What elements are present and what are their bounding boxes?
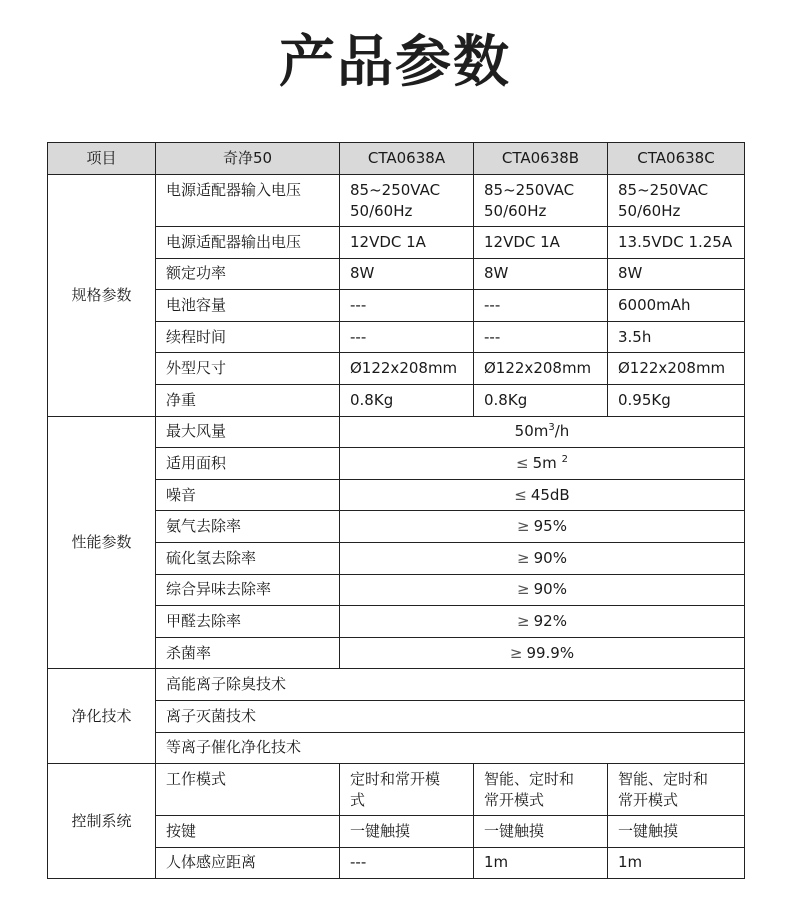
cell-line: 50/60Hz — [618, 202, 681, 220]
row-label: 外型尺寸 — [156, 353, 340, 385]
cell-value-merged — [340, 606, 745, 638]
row-label: 净重 — [156, 384, 340, 416]
table-row — [48, 669, 745, 701]
cell-value: 8W — [474, 258, 608, 290]
comparison-symbol: ≥ — [517, 548, 530, 567]
cell-value: 0.8Kg — [340, 384, 474, 416]
cell-line: 85~250VAC — [618, 181, 709, 199]
row-label: 电源适配器输出电压 — [156, 227, 340, 259]
cell-value-merged — [340, 637, 745, 669]
header-model-b: CTA0638B — [474, 143, 608, 175]
value-text: 99.9% — [526, 643, 575, 662]
cell-value: 13.5VDC 1.25A — [608, 227, 745, 259]
row-label: 电池容量 — [156, 290, 340, 322]
row-label: 电源适配器输入电压 — [156, 175, 340, 227]
cell-line: 智能、定时和 — [484, 770, 575, 789]
comparison-symbol: ≥ — [517, 611, 530, 630]
comparison-symbol: ≥ — [517, 517, 530, 536]
value-text: 90% — [533, 580, 567, 599]
cell-value: 一键触摸 — [608, 816, 745, 848]
row-label: 工作模式 — [156, 764, 340, 816]
table-row — [48, 764, 745, 816]
value-suffix: /h — [554, 422, 570, 441]
cell-value: 3.5h — [608, 321, 745, 353]
cell-line: 85~250VAC — [484, 181, 575, 199]
cell-value: 一键触摸 — [474, 816, 608, 848]
table-header-row — [48, 143, 745, 175]
cell-line: 85~250VAC — [350, 181, 441, 199]
cell-value: 0.8Kg — [474, 384, 608, 416]
cell-value: 1m — [474, 847, 608, 879]
row-label: 适用面积 — [156, 448, 340, 480]
value-superscript: 3 — [548, 422, 555, 434]
group-label-control: 控制系统 — [48, 764, 156, 879]
cell-value: --- — [340, 290, 474, 322]
value-text: 45dB — [530, 485, 570, 504]
value-superscript: 2 — [561, 453, 568, 465]
row-label: 综合异味去除率 — [156, 574, 340, 606]
cell-value: 1m — [608, 847, 745, 879]
cell-value-merged — [340, 448, 745, 480]
cell-value: 8W — [340, 258, 474, 290]
comparison-symbol: ≥ — [517, 580, 530, 599]
value-text: 50m — [514, 422, 549, 441]
row-label: 噪音 — [156, 479, 340, 511]
header-model-a: CTA0638A — [340, 143, 474, 175]
row-label: 人体感应距离 — [156, 847, 340, 879]
cell-value — [340, 175, 474, 227]
group-label-purification: 净化技术 — [48, 669, 156, 764]
page-title: 产品参数 — [279, 30, 511, 95]
cell-value: Ø122x208mm — [608, 353, 745, 385]
value-text: 5m — [532, 453, 562, 472]
row-label: 按键 — [156, 816, 340, 848]
cell-line: 式 — [350, 791, 366, 810]
cell-value: --- — [340, 847, 474, 879]
table-row — [48, 175, 745, 227]
header-model-c: CTA0638C — [608, 143, 745, 175]
cell-value: Ø122x208mm — [474, 353, 608, 385]
row-label: 额定功率 — [156, 258, 340, 290]
cell-value-merged — [340, 542, 745, 574]
comparison-symbol: ≥ — [509, 643, 523, 662]
cell-line: 智能、定时和 — [618, 770, 709, 789]
cell-value: --- — [474, 290, 608, 322]
cell-value: 一键触摸 — [340, 816, 474, 848]
cell-value: --- — [474, 321, 608, 353]
row-label: 甲醛去除率 — [156, 606, 340, 638]
cell-line: 50/60Hz — [350, 202, 413, 220]
cell-line: 常开模式 — [618, 791, 679, 810]
cell-value: Ø122x208mm — [340, 353, 474, 385]
cell-value — [340, 764, 474, 816]
tech-item: 离子灭菌技术 — [156, 700, 745, 732]
value-text: 92% — [533, 611, 567, 630]
cell-value: 12VDC 1A — [474, 227, 608, 259]
cell-line: 定时和常开模 — [350, 770, 441, 789]
cell-value: 12VDC 1A — [340, 227, 474, 259]
header-item: 项目 — [48, 143, 156, 175]
group-label-performance: 性能参数 — [48, 416, 156, 669]
cell-value: 0.95Kg — [608, 384, 745, 416]
product-spec-table — [47, 142, 745, 879]
cell-value — [608, 764, 745, 816]
cell-value — [608, 175, 745, 227]
cell-value: 6000mAh — [608, 290, 745, 322]
cell-value: --- — [340, 321, 474, 353]
cell-value — [474, 764, 608, 816]
tech-item: 高能离子除臭技术 — [156, 669, 745, 701]
value-text: 90% — [533, 548, 567, 567]
cell-value-merged — [340, 574, 745, 606]
row-label: 续程时间 — [156, 321, 340, 353]
table-row — [48, 416, 745, 448]
cell-value: 8W — [608, 258, 745, 290]
value-text: 95% — [533, 517, 567, 536]
cell-value-merged — [340, 416, 745, 448]
group-label-spec: 规格参数 — [48, 175, 156, 417]
comparison-symbol: ≤ — [514, 485, 527, 504]
row-label: 最大风量 — [156, 416, 340, 448]
cell-value — [474, 175, 608, 227]
row-label: 硫化氢去除率 — [156, 542, 340, 574]
row-label: 氨气去除率 — [156, 511, 340, 543]
cell-line: 常开模式 — [484, 791, 545, 810]
tech-item: 等离子催化净化技术 — [156, 732, 745, 764]
cell-line: 50/60Hz — [484, 202, 547, 220]
row-label: 杀菌率 — [156, 637, 340, 669]
cell-value-merged — [340, 479, 745, 511]
comparison-symbol: ≤ — [516, 453, 529, 472]
cell-value-merged — [340, 511, 745, 543]
header-product: 奇净50 — [156, 143, 340, 175]
